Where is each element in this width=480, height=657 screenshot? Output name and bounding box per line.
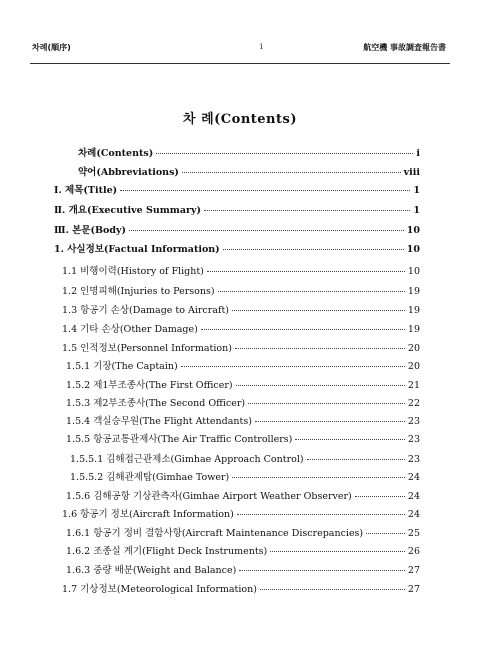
toc-entry-page: 1 [413, 185, 420, 196]
toc-entry-page: 19 [407, 305, 420, 316]
toc-leader-dots [120, 190, 410, 191]
toc-leader-dots [232, 310, 405, 311]
toc-leader-dots [307, 459, 405, 460]
toc-entry-label: 1.5.4 객실승무원(The Flight Attendants) [66, 416, 252, 427]
toc-leader-dots [295, 439, 405, 440]
toc-entry-label: 1.5.5 항공교통관제사(The Air Traffic Controllers) [66, 434, 293, 445]
toc-entry-page: 27 [407, 584, 420, 595]
toc-entry-label: 1.3 항공기 손상(Damage to Aircraft) [62, 305, 229, 316]
toc-entry-label: 1.5.3 제2부조종사(The Second Officer) [66, 398, 246, 409]
toc-entry-page: 25 [407, 528, 420, 539]
toc-entry-page: i [416, 148, 420, 159]
toc-entry-page: 19 [407, 324, 420, 335]
toc-leader-dots [355, 496, 405, 497]
toc-leader-dots [232, 477, 405, 478]
toc-leader-dots [255, 421, 405, 422]
toc-entry [62, 305, 420, 317]
toc-entry-label: 1.4 기타 손상(Other Damage) [62, 324, 198, 335]
toc-entry-page: 23 [407, 434, 420, 445]
toc-entry [66, 416, 420, 428]
toc-leader-dots [207, 271, 405, 272]
toc-entry-page: 24 [407, 509, 420, 520]
toc-entry [54, 205, 420, 217]
toc-leader-dots [237, 514, 405, 515]
toc-entry-label: 1.5 인적정보(Personnel Information) [62, 343, 232, 354]
toc-entry-label: Ⅰ. 제목(Title) [54, 185, 118, 196]
toc-entry-page: 23 [407, 454, 420, 465]
toc-entry-label: 1. 사실정보(Factual Information) [54, 244, 220, 255]
toc-entry-label: 1.5.2 제1부조종사(The First Officer) [66, 380, 233, 391]
toc-entry [66, 546, 420, 558]
toc-leader-dots [260, 589, 405, 590]
header-divider [30, 63, 450, 64]
toc-entry [62, 584, 420, 596]
toc-entry [66, 528, 420, 540]
toc-entry-label: 1.5.5.2 김해관제탑(Gimhae Tower) [70, 472, 230, 483]
toc-entry-page: viii [403, 167, 420, 178]
toc-leader-dots [204, 210, 410, 211]
toc-leader-dots [223, 249, 404, 250]
toc-leader-dots [248, 403, 405, 404]
toc-entry-label: 1.1 비행이력(History of Flight) [62, 266, 204, 277]
toc-entry-page: 10 [406, 244, 420, 255]
page-title: 차 례(Contents) [183, 112, 297, 127]
toc-entry-label: 1.2 인명피해(Injuries to Persons) [62, 286, 215, 297]
header-report-title: 航空機 事故調査報告書 [363, 43, 446, 52]
toc-entry-label: 1.5.5.1 김해접근관제소(Gimhae Approach Control) [70, 454, 304, 465]
toc-entry-label: 1.6.3 중량 배분(Weight and Balance) [66, 565, 237, 576]
toc-leader-dots [201, 329, 405, 330]
toc-leader-dots [239, 570, 405, 571]
toc-leader-dots [181, 366, 405, 367]
header-section-label: 차례(順序) [32, 43, 71, 52]
toc-entry [66, 491, 420, 503]
toc-entry [78, 167, 420, 179]
toc-entry-page: 27 [407, 565, 420, 576]
toc-leader-dots [218, 291, 405, 292]
toc-leader-dots [235, 348, 405, 349]
toc-entry [66, 565, 420, 577]
toc-entry-label: 1.5.1 기장(The Captain) [66, 361, 178, 372]
toc-entry [70, 472, 420, 484]
toc-entry [54, 225, 420, 237]
toc-entry-label: 1.6.1 항공기 정비 결함사항(Aircraft Maintenance Discrepancies) [66, 528, 364, 539]
toc-leader-dots [156, 153, 413, 154]
toc-entry-label: 1.5.6 김해공항 기상관측자(Gimhae Airport Weather Observer) [66, 491, 352, 502]
toc-leader-dots [366, 533, 405, 534]
toc-leader-dots [129, 230, 404, 231]
toc-leader-dots [270, 551, 405, 552]
toc-entry-page: 10 [407, 266, 420, 277]
toc-entry-page: 23 [407, 416, 420, 427]
toc-entry-label: 차례(Contents) [78, 148, 154, 159]
toc-entry-page: 19 [407, 286, 420, 297]
toc-leader-dots [236, 385, 405, 386]
toc-entry-label: 1.7 기상정보(Meteorological Information) [62, 584, 257, 595]
toc-entry-page: 26 [407, 546, 420, 557]
toc-entry [66, 434, 420, 446]
toc-entry-page: 1 [413, 205, 420, 216]
toc-entry-page: 20 [407, 343, 420, 354]
toc-entry [70, 454, 420, 466]
toc-entry [62, 266, 420, 278]
toc-entry [66, 380, 420, 392]
toc-entry [62, 509, 420, 521]
page-header [30, 42, 450, 56]
toc-entry [66, 361, 420, 373]
toc-entry-label: 1.6 항공기 정보(Aircraft Information) [62, 509, 234, 520]
toc-entry-page: 22 [407, 398, 420, 409]
toc-entry-page: 20 [407, 361, 420, 372]
toc-entry [62, 343, 420, 355]
toc-entry-label: 1.6.2 조종실 계기(Flight Deck Instruments) [66, 546, 268, 557]
toc-entry-label: Ⅲ. 본문(Body) [54, 225, 127, 236]
toc-entry-page: 10 [406, 225, 420, 236]
header-page-number: i [260, 42, 263, 51]
toc-entry-label: Ⅱ. 개요(Executive Summary) [54, 205, 202, 216]
toc-entry-page: 24 [407, 491, 420, 502]
toc-entry [62, 286, 420, 298]
toc-entry [54, 185, 420, 197]
toc-entry [66, 398, 420, 410]
toc-entry [54, 244, 420, 256]
toc-entry-page: 24 [407, 472, 420, 483]
toc-entry [62, 324, 420, 336]
toc-leader-dots [182, 172, 401, 173]
toc-entry [78, 148, 420, 160]
toc-entry-page: 21 [407, 380, 420, 391]
toc-entry-label: 약어(Abbreviations) [78, 167, 179, 178]
